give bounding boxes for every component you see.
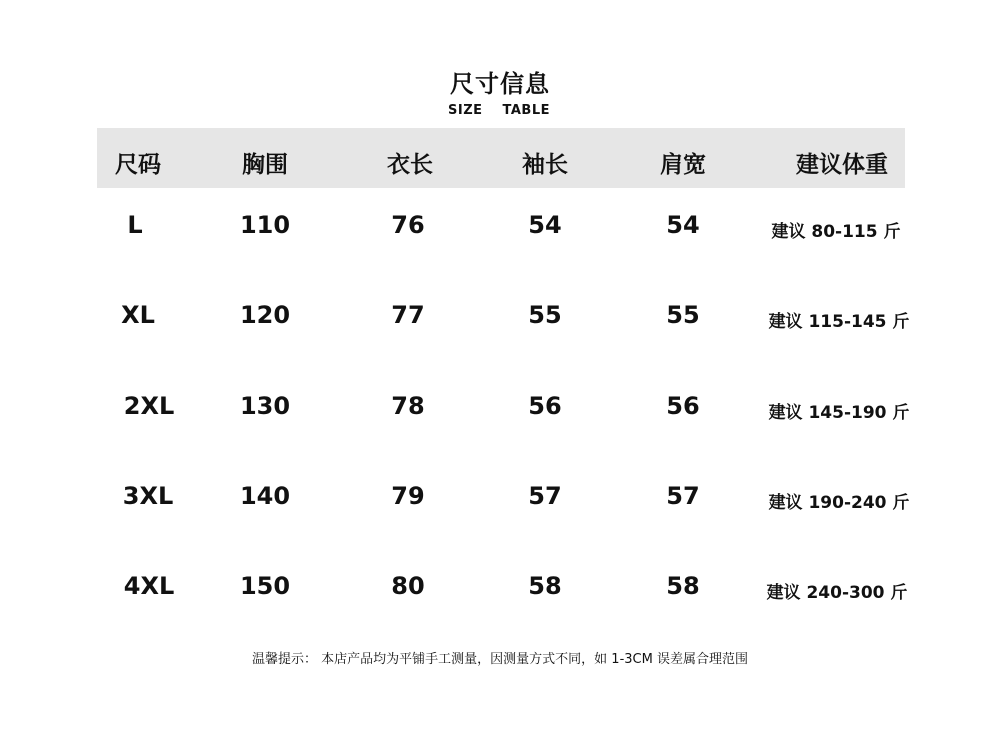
- cell-size: XL: [121, 301, 155, 329]
- cell-chest: 150: [239, 572, 291, 600]
- cell-chest: 130: [239, 392, 291, 420]
- header-shoulder: 肩宽: [660, 152, 706, 178]
- table-row: [0, 392, 1000, 432]
- table-row: [0, 482, 1000, 522]
- header-size: 尺码: [115, 152, 161, 178]
- cell-length: 77: [391, 301, 425, 329]
- cell-sleeve: 57: [528, 482, 562, 510]
- cell-size: 3XL: [122, 482, 174, 510]
- cell-chest: 110: [239, 211, 291, 239]
- cell-weight: 建议 240-300 斤: [766, 583, 908, 603]
- table-row: [0, 301, 1000, 341]
- subtitle-word-table: TABLE: [502, 103, 551, 118]
- cell-sleeve: 54: [528, 211, 562, 239]
- cell-size: 4XL: [123, 572, 175, 600]
- table-row: [0, 211, 1000, 251]
- table-row: [0, 572, 1000, 612]
- cell-chest: 120: [239, 301, 291, 329]
- cell-chest: 140: [239, 482, 291, 510]
- header-weight: 建议体重: [796, 152, 888, 178]
- cell-weight: 建议 80-115 斤: [771, 222, 901, 242]
- cell-weight: 建议 145-190 斤: [768, 403, 910, 423]
- cell-sleeve: 55: [528, 301, 562, 329]
- cell-sleeve: 56: [528, 392, 562, 420]
- cell-size: L: [127, 211, 143, 239]
- cell-shoulder: 55: [666, 301, 700, 329]
- page-title: 尺寸信息: [450, 70, 550, 98]
- cell-length: 78: [391, 392, 425, 420]
- cell-sleeve: 58: [528, 572, 562, 600]
- cell-shoulder: 57: [666, 482, 700, 510]
- header-chest: 胸围: [242, 152, 288, 178]
- subtitle-word-size: SIZE: [448, 103, 483, 118]
- cell-length: 80: [391, 572, 425, 600]
- cell-length: 76: [391, 211, 425, 239]
- page-subtitle: [448, 103, 570, 118]
- cell-size: 2XL: [123, 392, 175, 420]
- cell-shoulder: 58: [666, 572, 700, 600]
- cell-length: 79: [391, 482, 425, 510]
- header-sleeve: 袖长: [522, 152, 568, 178]
- cell-shoulder: 56: [666, 392, 700, 420]
- cell-shoulder: 54: [666, 211, 700, 239]
- cell-weight: 建议 115-145 斤: [768, 312, 910, 332]
- cell-weight: 建议 190-240 斤: [768, 493, 910, 513]
- header-length: 衣长: [387, 152, 433, 178]
- measurement-note: 温馨提示： 本店产品均为平铺手工测量，因测量方式不同，如 1-3CM 误差属合理范围: [252, 652, 748, 667]
